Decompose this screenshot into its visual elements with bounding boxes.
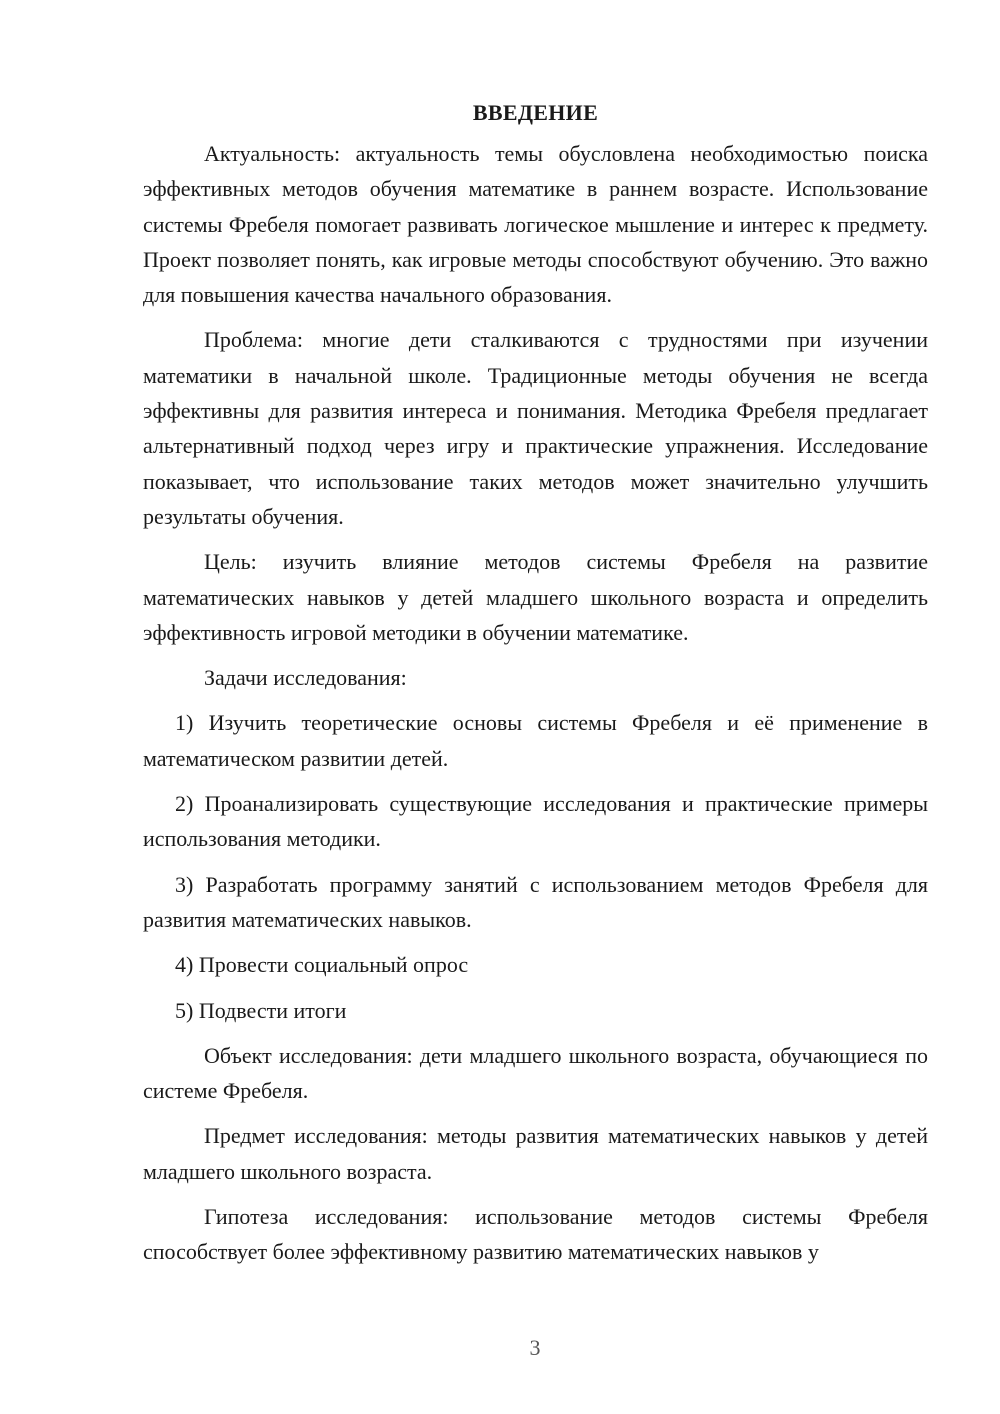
paragraph-object: Объект исследования: дети младшего школьного возраста, обучающиеся по системе Фребеля. (143, 1042, 928, 1104)
task-item-2: 2) Проанализировать существующие исследования и практические примеры использования методики. (143, 791, 928, 852)
task-item-4: 4) Провести социальный опрос (175, 952, 469, 978)
paragraph-problem: Проблема: многие дети сталкиваются с трудностями при изучении математики в начальной школе. Традиционные методы обучения не всегда эффективны для развития интереса и понимания. Методика Фребеля предлагает альтернативный подход через игру и практические упражнения. Исследование показывает, что использование таких методов может значительно улучшить результаты обучения. (143, 327, 928, 529)
task-item-1: 1) Изучить теоретические основы системы Фребеля и её применение в математическом развитии детей. (143, 710, 928, 771)
page-title: ВВЕДЕНИЕ (472, 100, 599, 125)
paragraph-hypothesis: Гипотеза исследования: использование методов системы Фребеля способствует более эффективному развитию математических навыков у (143, 1204, 928, 1265)
paragraph-goal: Цель: изучить влияние методов системы Фребеля на развитие математических навыков у детей младшего школьного возраста и определить эффективность игровой методики в обучении математике. (143, 549, 928, 645)
page-content (143, 95, 928, 1270)
paragraph-subject: Предмет исследования: методы развития математических навыков у детей младшего школьного возраста. (143, 1123, 928, 1184)
task-item-3: 3) Разработать программу занятий с использованием методов Фребеля для развития математических навыков. (143, 871, 928, 932)
page-number: 3 (529, 1335, 541, 1360)
task-item-5: 5) Подвести итоги (175, 997, 347, 1023)
paragraph-actuality: Актуальность: актуальность темы обусловлена необходимостью поиска эффективных методов обучения математике в раннем возрасте. Использование системы Фребеля помогает развивать логическое мышление и интерес к предмету. Проект позволяет понять, как игровые методы способствуют обучению. Это важно для повышения качества начального образования. (143, 141, 928, 308)
tasks-heading: Задачи исследования: (204, 665, 407, 691)
